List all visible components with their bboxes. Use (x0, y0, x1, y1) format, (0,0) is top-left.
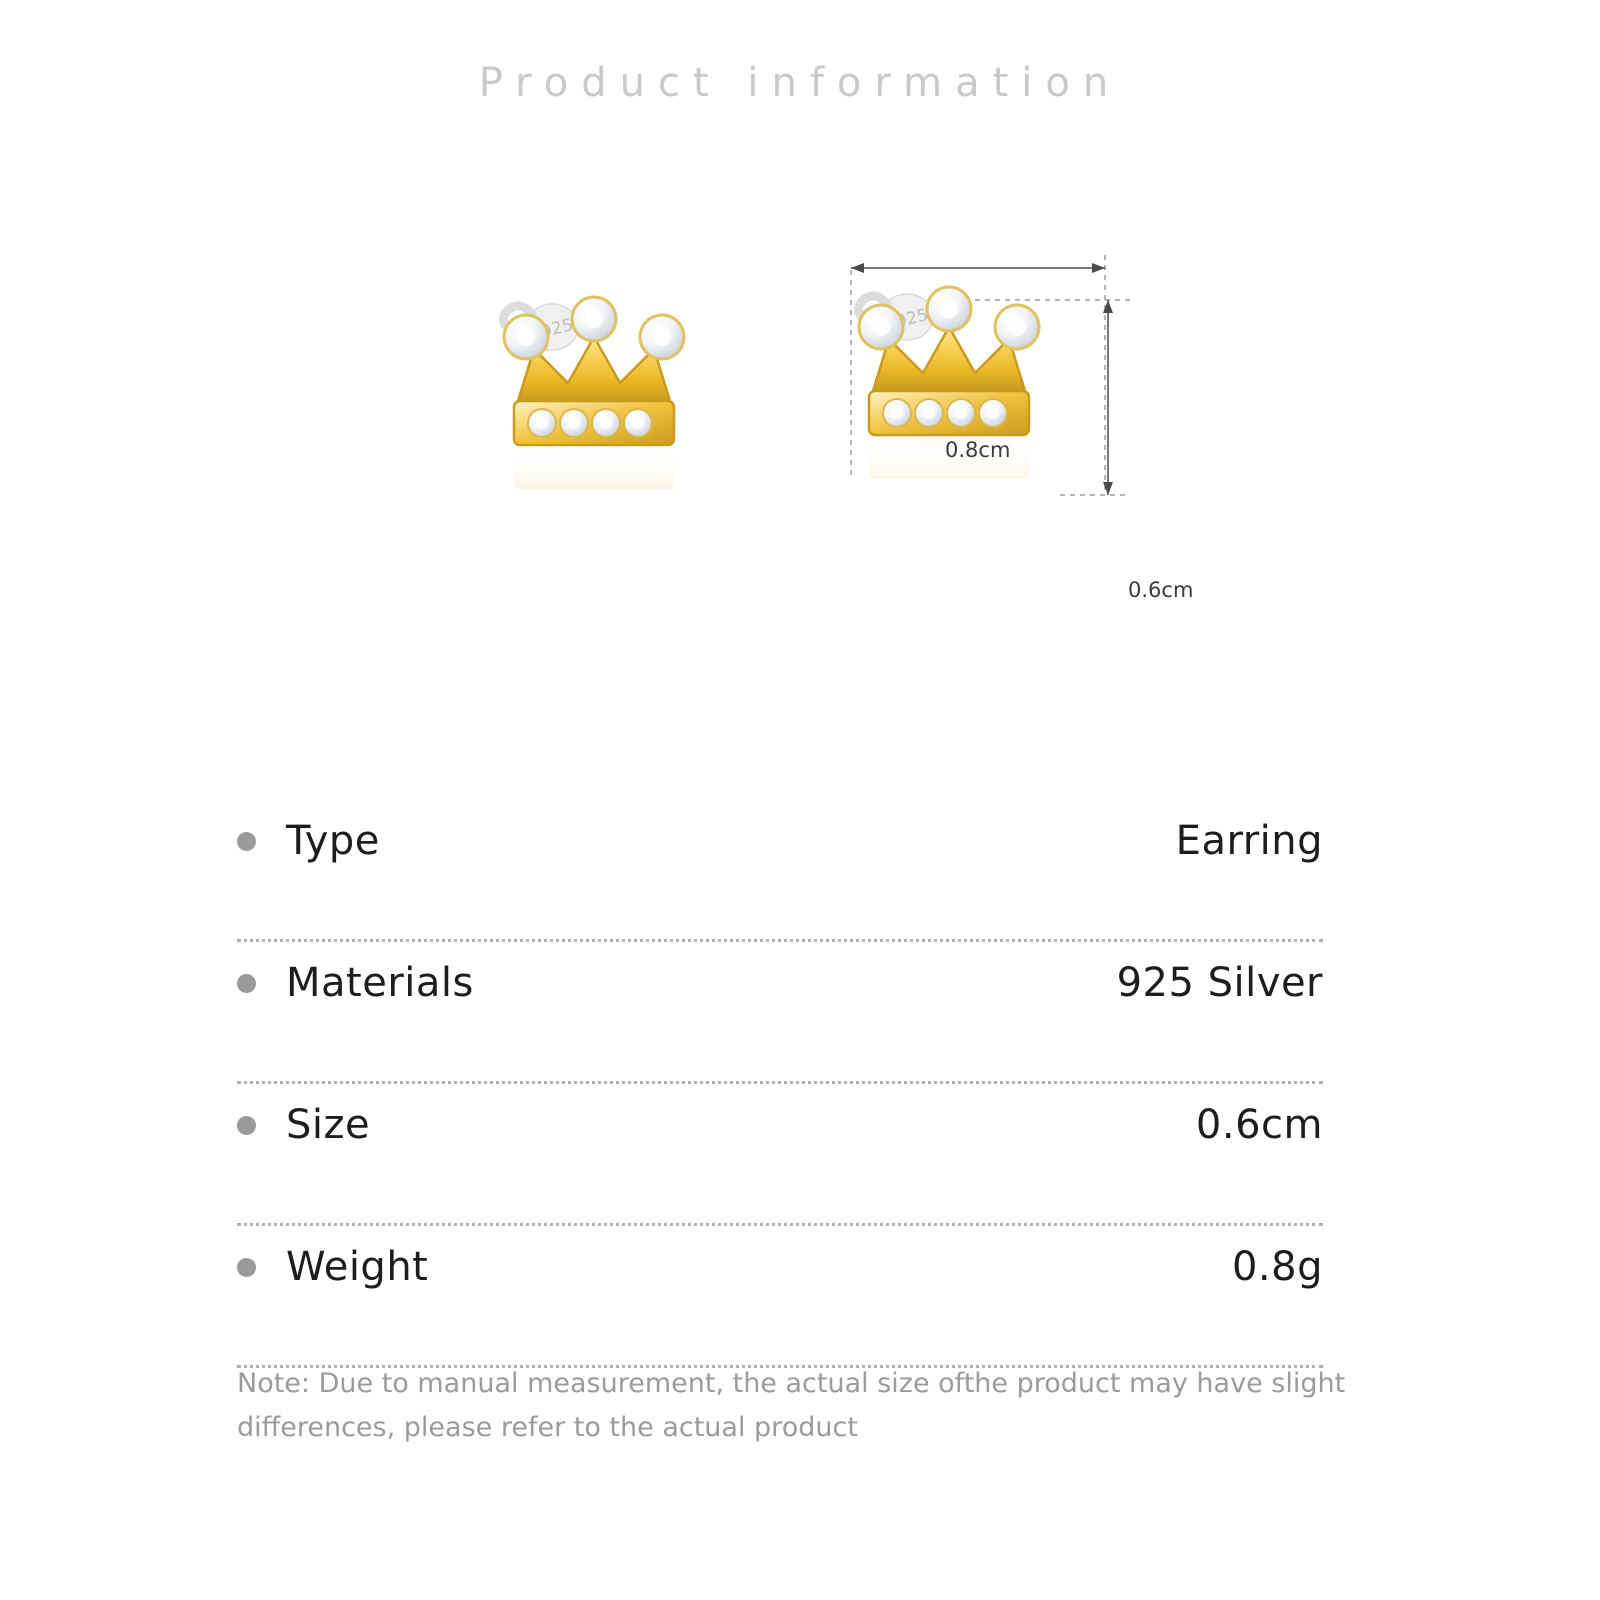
dimension-height-label: 0.6cm (1128, 578, 1194, 602)
dimension-width-label: 0.8cm (945, 438, 1011, 462)
crown-stud-earring-left (503, 297, 684, 489)
bullet-icon (237, 974, 256, 993)
product-image-area (0, 200, 1600, 650)
spec-table (237, 800, 1323, 1368)
table-row (237, 1226, 1323, 1368)
bullet-icon (237, 1258, 256, 1277)
spec-value-type: Earring (1175, 818, 1323, 864)
table-row (237, 942, 1323, 1084)
product-illustration: S925 (0, 200, 1600, 650)
page-title: Product information (478, 60, 1122, 106)
spec-label-materials: Materials (286, 960, 474, 1006)
spec-value-materials: 925 Silver (1116, 960, 1323, 1006)
spec-label-type: Type (286, 818, 380, 864)
bullet-icon (237, 1116, 256, 1135)
bullet-icon (237, 832, 256, 851)
measurement-note: Note: Due to manual measurement, the actual size ofthe product may have slight differences, please refer to the actual product (237, 1368, 1346, 1443)
spec-label-weight: Weight (286, 1244, 429, 1290)
table-row (237, 800, 1323, 942)
spec-label-size: Size (286, 1102, 371, 1148)
spec-value-size: 0.6cm (1195, 1102, 1323, 1148)
table-row (237, 1084, 1323, 1226)
spec-value-weight: 0.8g (1231, 1244, 1323, 1290)
